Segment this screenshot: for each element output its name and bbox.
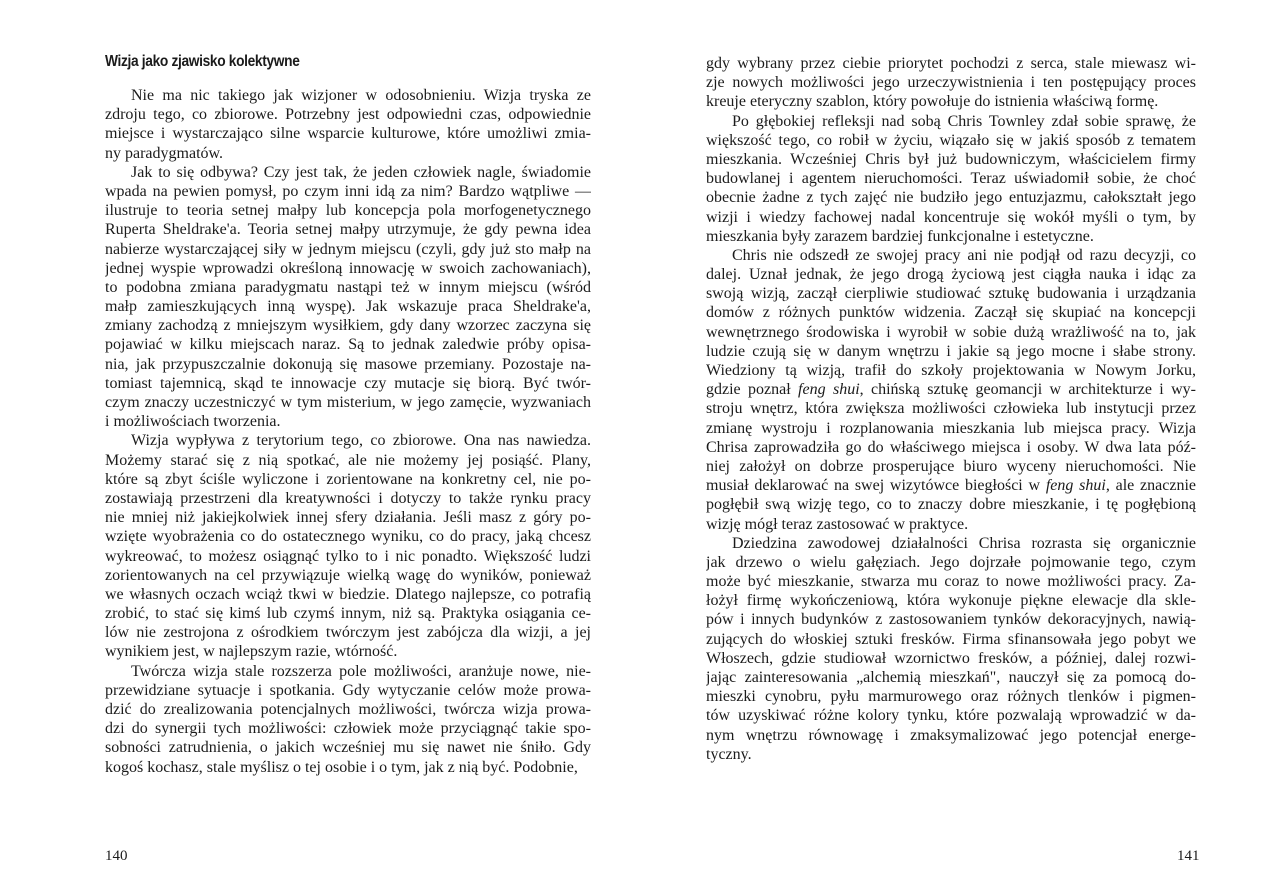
text-line: jednej wyspie wprowadzi określoną innowację w swoich zachowaniach), [105, 259, 591, 277]
text-line: jak drzewo o wielu gałęziach. Jego dojrzałe pojmowanie tego, czym [706, 553, 1196, 571]
text-line: ny paradygmatów. [105, 144, 224, 162]
text-line: przewidziane sytuacje i spotkania. Gdy wytyczanie celów może prowa- [105, 681, 591, 699]
text-line: zje nowych możliwości jego urzeczywistnienia i ten postępujący proces [706, 74, 1196, 92]
text-line: sobności zatrudnienia, o jakich wcześniej mu się nawet nie śniło. Gdy [105, 739, 591, 757]
text-line: łożył firmę wykończeniową, która wykonuje piękne elewacje dla skle- [706, 592, 1196, 610]
text-line: wpada na pewien pomysł, po czym inni idą za nim? Bardzo wątpliwe — [105, 182, 591, 200]
text-line: zdroju tego, co zbiorowe. Potrzebny jest odpowiedni czas, odpowiednie [105, 106, 591, 124]
page-number-left: 140 [105, 848, 128, 864]
text-line: wizję mógł teraz zastosować w praktyce. [706, 515, 969, 533]
text-line: wykreować, to możesz osiągnąć tylko to i nic ponadto. Większość ludzi [105, 547, 591, 565]
text-line: musiał deklarować na swej wizytówce biegłości w feng shui, ale znacznie [706, 477, 1196, 495]
text-line: mieszkania były zarazem bardziej funkcjonalne i estetyczne. [706, 227, 1094, 245]
text-line: stroju wnętrz, która zwiększa możliwości człowieka lub instytucji przez [706, 400, 1196, 418]
text-line: nabierze wystarczającej siły w jednym miejscu (czyli, gdy już sto małp na [105, 240, 591, 258]
text-line: zostawiają przestrzeni dla kreatywności i dotyczy to także rynku pracy [105, 489, 591, 507]
text-line: Jak to się odbywa? Czy jest tak, że jeden człowiek nagle, świadomie [131, 163, 591, 181]
text-line: nym wnętrzu równowagę i zmaksymalizować jego potencjał energe- [706, 726, 1196, 744]
text-line: wizji i wiedzy fachowej nadal koncentruje się wokół myśli o tym, by [706, 208, 1196, 226]
text-line: gdzie poznał feng shui, chińską sztukę geomancji w architekturze i wy- [706, 381, 1196, 399]
text-line: Wizja wypływa z terytorium tego, co zbiorowe. Ona nas nawiedza. [131, 432, 591, 450]
text-line: wzięte wyobrażenia co do ostatecznego wyniku, co do pracy, jaką chcesz [105, 528, 591, 546]
text-line: obecnie żadne z tych zajęć nie budziło jego entuzjazmu, całokształt jego [706, 189, 1196, 207]
text-line: tyczny. [706, 745, 752, 763]
text-line: Możemy starać się z nią spotkać, ale nie możemy jej posiąść. Plany, [105, 451, 591, 469]
text-line: kogoś kochasz, stale myślisz o tej osobie i o tym, jak z nią być. Podobnie, [105, 758, 578, 776]
text-line: nia, jak przypuszczalnie dokonują się masowe przemiany. Pozostaje na- [105, 355, 591, 373]
text-line: Włoszech, gdzie studiował wzornictwo fresków, a później, dalej rozwi- [706, 649, 1196, 667]
text-line: dzi do synergii tych możliwości: człowiek może przyciągnąć takie spo- [105, 720, 591, 738]
left-page-body [105, 86, 591, 777]
page-number-right: 141 [1177, 848, 1200, 864]
text-line: zmiany zachodzą z mniejszym wysiłkiem, gdy dany wzorzec zaczyna się [105, 317, 591, 335]
text-line: Chris nie odszedł ze swojej pracy ani nie podjął od razu decyzji, co [732, 246, 1196, 264]
text-line: pojawiać w kilku miejscach naraz. Są to jednak zaledwie próby opisa- [105, 336, 591, 354]
text-line: we własnych oczach wciąż tkwi w biedzie. Dlatego najlepsze, co potrafią [105, 585, 591, 603]
text-line: zujących do włoskiej sztuki fresków. Firma sfinansowała jego pobyt we [706, 630, 1196, 648]
text-line: Ruperta Sheldrake'a. Teoria setnej małpy utrzymuje, że gdy pewna idea [105, 221, 591, 239]
text-line: gdy wybrany przez ciebie priorytet pochodzi z serca, stale miewasz wi- [706, 55, 1196, 72]
text-line: nie mniej niż jakiejkolwiek innej sfery działania. Jeśli masz z góry po- [105, 509, 591, 527]
text-line: kreuje eteryczny szablon, który powołuje do istnienia właściwą formę. [706, 93, 1159, 111]
text-line: dalej. Uznał jednak, że jego drogą życiową jest ciągła nauka i idąc za [706, 266, 1196, 284]
text-line: Dziedzina zawodowej działalności Chrisa rozrasta się organicznie [732, 534, 1196, 552]
text-line: i możliwościach tworzenia. [105, 413, 281, 431]
right-page-body [706, 54, 1196, 764]
text-line: jając zainteresowania „alchemią mieszkań", nauczył się za pomocą do- [706, 669, 1196, 686]
text-line: zmianę wystroju i rozplanowania mieszkania lub miejsca pracy. Wizja [706, 419, 1196, 437]
text-line: pów i innych budynków z zastosowaniem tynków dekoracyjnych, nawią- [706, 611, 1196, 629]
text-line: ilustruje to teoria setnej małpy lub koncepcja pola morfogenetycznego [105, 202, 591, 220]
text-line: mieszkania. Wcześniej Chris był już budowniczym, właścicielem firmy [706, 150, 1196, 168]
text-line: zrobić, to stać się kimś lub czymś innym, niż są. Praktyka osiągania ce- [105, 605, 591, 623]
text-line: niej założył on dobrze prosperujące biuro wyceny nieruchomości. Nie [706, 457, 1196, 475]
text-line: może być mieszkanie, stwarza mu coraz to nowe możliwości pracy. Za- [706, 573, 1196, 591]
text-line: Nie ma nic takiego jak wizjoner w odosobnieniu. Wizja tryska ze [131, 87, 591, 104]
text-line: Po głębokiej refleksji nad sobą Chris Townley zdał sobie sprawę, że [732, 112, 1196, 130]
section-heading: Wizja jako zjawisko kolektywne [105, 53, 300, 70]
text-line: miejsce i wystarczająco silne wsparcie kulturowe, które umożliwi zmia- [105, 125, 591, 143]
text-line: większość tego, co robił w życiu, wiązało się w jakiś sposób z tematem [706, 131, 1196, 149]
text-line: małp zamieszkujących inną wyspę). Jak wskazuje praca Sheldrake'a, [105, 298, 591, 316]
text-line: zorientowanych na cel przywiązuje wielką wagę do wyników, ponieważ [105, 566, 591, 584]
text-line: domów z różnych punktów widzenia. Zaczął się skupiać na koncepcji [706, 304, 1196, 322]
text-line: Chrisa zaprowadziła go do właściwego miejsca i osoby. W dwa lata póź- [706, 438, 1196, 456]
text-line: tomiast tajemnicą, skąd te innowacje czy mutacje się biorą. Być twór- [105, 374, 591, 392]
text-line: ludzie czują się w danym wnętrzu i jakie są jego mocne i słabe strony. [706, 342, 1196, 360]
text-line: dzić do zrealizowania potencjalnych możliwości, twórcza wizja prowa- [105, 701, 591, 718]
text-line: wynikiem jest, w najlepszym razie, wtórność. [105, 643, 398, 661]
text-line: pogłębił swą wizję tego, co to znaczy dobre mieszkanie, i tę pogłębioną [706, 496, 1196, 514]
text-line: swoją wizją, zaczął cierpliwie studiować sztukę budowania i urządzania [706, 285, 1196, 303]
text-line: to podobna zmiana paradygmatu nastąpi też w innym miejscu (wśród [105, 278, 591, 296]
text-line: budowlanej i agentem nieruchomości. Teraz uświadomił sobie, że choć [706, 170, 1196, 188]
text-line: które są zbyt ściśle wyliczone i zorientowane na konkretny cel, nie po- [105, 470, 591, 488]
text-line: czym znaczy uczestniczyć w tym misterium, w jego zamęcie, wyzwaniach [105, 394, 591, 411]
text-line: wewnętrznego środowiska i wyrobił w sobie dużą wrażliwość na to, jak [706, 323, 1196, 341]
text-line: Twórcza wizja stale rozszerza pole możliwości, aranżuje nowe, nie- [131, 662, 591, 680]
text-line: lów nie zestrojona z ośrodkiem twórczym jest zabójcza dla wizji, a jej [105, 624, 591, 642]
text-line: Wiedziony tą wizją, trafił do szkoły projektowania w Nowym Jorku, [706, 362, 1196, 379]
text-line: tów uzyskiwać różne kolory tynku, które pozwalają wprowadzić w da- [706, 707, 1196, 725]
text-line: mieszki cynobru, pyłu marmurowego oraz różnych tlenków i pigmen- [706, 688, 1196, 706]
